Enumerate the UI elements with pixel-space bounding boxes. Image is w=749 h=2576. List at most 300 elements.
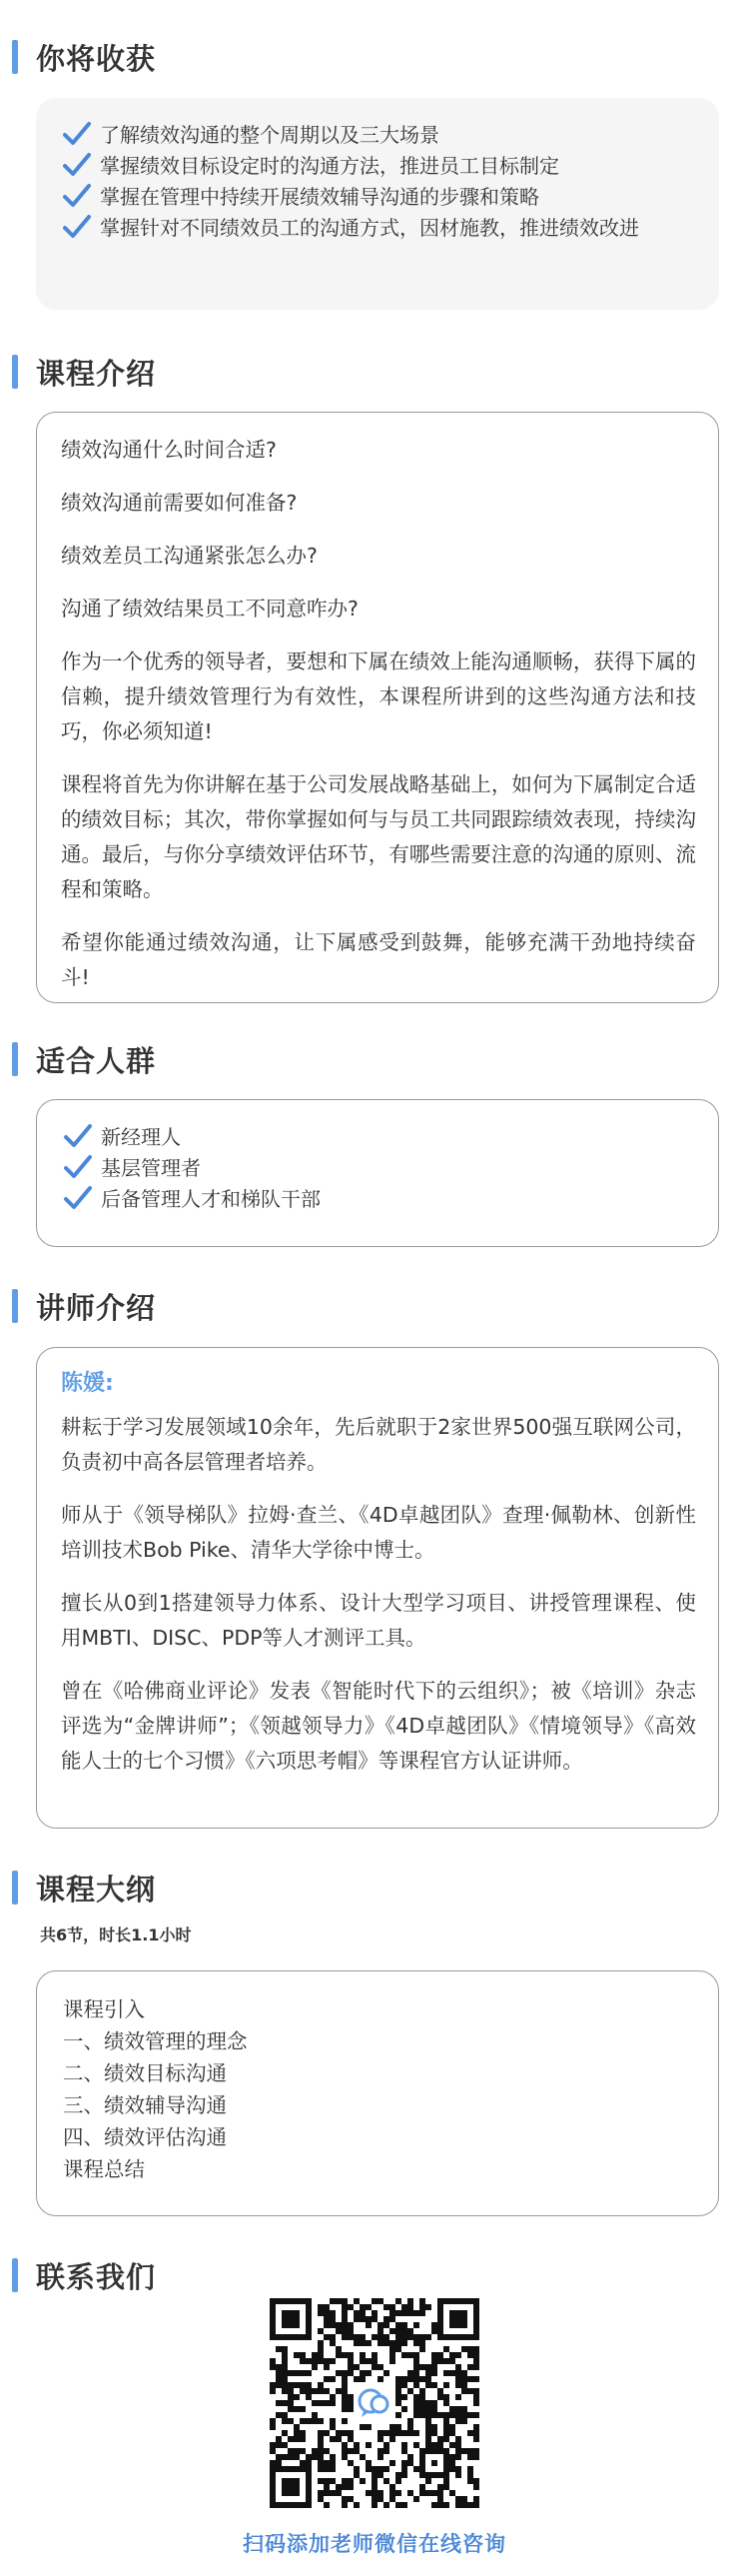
qr-module	[419, 2400, 425, 2406]
qr-module	[324, 2364, 330, 2370]
audience-list	[63, 1122, 694, 1215]
qr-module	[413, 2442, 419, 2448]
qr-module	[342, 2376, 348, 2382]
qr-module	[288, 2400, 294, 2406]
qr-module	[437, 2388, 443, 2394]
qr-module	[455, 2454, 461, 2460]
qr-module	[455, 2436, 461, 2442]
intro-card	[36, 412, 719, 1003]
qr-module	[324, 2400, 330, 2406]
qr-module	[395, 2340, 401, 2346]
outline-item: 课程总结	[63, 2157, 145, 2181]
qr-module	[324, 2502, 330, 2508]
qr-module	[276, 2400, 282, 2406]
qr-module	[419, 2412, 425, 2418]
qr-module	[342, 2400, 348, 2406]
qr-module	[437, 2412, 443, 2418]
qr-module	[467, 2412, 473, 2418]
qr-module	[276, 2454, 282, 2460]
qr-module	[413, 2406, 419, 2412]
teacher-paragraph: 师从于《领导梯队》拉姆·查兰、《4D卓越团队》查理·佩勒林、创新性培训技术Bob Pike、清华大学徐中博士。	[61, 1503, 696, 1562]
qr-module	[389, 2424, 395, 2430]
qr-module	[395, 2298, 401, 2304]
qr-module	[461, 2496, 467, 2502]
qr-module	[336, 2430, 342, 2436]
qr-module	[407, 2310, 413, 2316]
qr-module	[383, 2502, 389, 2508]
qr-module	[366, 2490, 372, 2496]
list-item	[62, 213, 695, 244]
list-item	[62, 151, 695, 182]
section-header-gain	[12, 40, 156, 74]
qr-module	[431, 2364, 437, 2370]
qr-module	[342, 2484, 348, 2490]
qr-module	[324, 2430, 330, 2436]
qr-module	[330, 2478, 336, 2484]
qr-module	[413, 2340, 419, 2346]
qr-module	[270, 2448, 276, 2454]
qr-module	[342, 2430, 348, 2436]
qr-module	[288, 2448, 294, 2454]
qr-module	[354, 2364, 360, 2370]
qr-module	[389, 2436, 395, 2442]
qr-module	[401, 2328, 407, 2334]
qr-module	[401, 2334, 407, 2340]
qr-module	[449, 2442, 455, 2448]
qr-module	[395, 2430, 401, 2436]
qr-module	[336, 2298, 342, 2304]
qr-module	[389, 2310, 395, 2316]
qr-module	[330, 2316, 336, 2322]
section-title-audience: 适合人群	[36, 1043, 157, 1078]
qr-module	[294, 2382, 300, 2388]
qr-module	[318, 2346, 324, 2352]
qr-module	[294, 2352, 300, 2358]
qr-module	[467, 2388, 473, 2394]
qr-module	[449, 2454, 455, 2460]
qr-module	[276, 2436, 282, 2442]
qr-module	[318, 2460, 324, 2466]
qr-module	[300, 2460, 306, 2466]
qr-module	[282, 2412, 288, 2418]
qr-module	[425, 2430, 431, 2436]
qr-module	[324, 2388, 330, 2394]
qr-module	[270, 2382, 276, 2388]
qr-module	[413, 2412, 419, 2418]
qr-module	[372, 2316, 377, 2322]
qr-module	[455, 2412, 461, 2418]
qr-module	[395, 2382, 401, 2388]
qr-module	[270, 2418, 276, 2424]
qr-module	[431, 2424, 437, 2430]
qr-module	[324, 2310, 330, 2316]
qr-module	[348, 2334, 354, 2340]
outline-card	[36, 1970, 719, 2216]
qr-module	[437, 2394, 443, 2400]
qr-module	[318, 2352, 324, 2358]
qr-module	[318, 2304, 324, 2310]
qr-module	[342, 2352, 348, 2358]
qr-module	[395, 2502, 401, 2508]
qr-module	[294, 2406, 300, 2412]
qr-module	[318, 2418, 324, 2424]
section-accent-bar	[12, 1042, 18, 1076]
qr-module	[443, 2382, 449, 2388]
qr-module	[401, 2382, 407, 2388]
qr-module	[342, 2310, 348, 2316]
qr-module	[276, 2346, 282, 2352]
qr-module	[354, 2502, 360, 2508]
qr-module	[413, 2400, 419, 2406]
qr-module	[395, 2310, 401, 2316]
section-accent-bar	[12, 355, 18, 389]
qr-module	[407, 2352, 413, 2358]
qr-module	[294, 2394, 300, 2400]
qr-module	[461, 2448, 467, 2454]
qr-module	[324, 2334, 330, 2340]
qr-module	[383, 2334, 389, 2340]
qr-caption: 扫码添加老师微信在线咨询	[243, 2532, 506, 2556]
qr-module	[443, 2436, 449, 2442]
qr-module	[270, 2358, 276, 2364]
qr-module	[288, 2406, 294, 2412]
qr-module	[282, 2418, 288, 2424]
qr-module	[372, 2298, 377, 2304]
qr-module	[288, 2370, 294, 2376]
qr-module	[330, 2424, 336, 2430]
qr-module	[366, 2370, 372, 2376]
section-header-outline	[12, 1871, 156, 1905]
qr-module	[455, 2418, 461, 2424]
qr-module	[455, 2370, 461, 2376]
qr-module	[336, 2484, 342, 2490]
check-icon	[63, 1122, 93, 1152]
qr-module	[419, 2484, 425, 2490]
qr-module	[455, 2496, 461, 2502]
qr-module	[348, 2484, 354, 2490]
qr-module	[389, 2346, 395, 2352]
qr-module	[467, 2376, 473, 2382]
qr-module	[455, 2466, 461, 2472]
qr-module	[455, 2382, 461, 2388]
teacher-name: 陈媛:	[61, 1371, 114, 1396]
qr-module	[395, 2328, 401, 2334]
qr-module	[330, 2394, 336, 2400]
qr-module	[318, 2478, 324, 2484]
qr-module	[461, 2406, 467, 2412]
qr-module	[312, 2358, 318, 2364]
qr-module	[419, 2388, 425, 2394]
qr-module	[330, 2454, 336, 2460]
qr-module	[348, 2430, 354, 2436]
qr-module	[276, 2382, 282, 2388]
qr-code-icon[interactable]	[270, 2298, 479, 2508]
check-icon	[62, 182, 92, 212]
qr-module	[360, 2316, 366, 2322]
qr-module	[377, 2340, 383, 2346]
qr-module	[306, 2460, 312, 2466]
qr-module	[300, 2358, 306, 2364]
qr-module	[395, 2412, 401, 2418]
qr-module	[449, 2430, 455, 2436]
qr-module	[342, 2496, 348, 2502]
qr-module	[473, 2394, 479, 2400]
qr-module	[461, 2502, 467, 2508]
qr-module	[425, 2412, 431, 2418]
qr-module	[348, 2460, 354, 2466]
qr-module	[348, 2364, 354, 2370]
qr-module	[395, 2394, 401, 2400]
qr-module	[401, 2502, 407, 2508]
qr-module	[348, 2370, 354, 2376]
qr-module	[348, 2352, 354, 2358]
qr-module	[354, 2472, 360, 2478]
qr-module	[467, 2478, 473, 2484]
qr-module	[324, 2322, 330, 2328]
qr-module	[318, 2382, 324, 2388]
qr-module	[413, 2364, 419, 2370]
intro-paragraph: 绩效沟通什么时间合适?	[61, 438, 277, 462]
qr-module	[473, 2376, 479, 2382]
qr-module	[425, 2400, 431, 2406]
gain-item-text: 掌握在管理中持续开展绩效辅导沟通的步骤和策略	[100, 185, 539, 209]
qr-module	[443, 2502, 449, 2508]
qr-module	[342, 2406, 348, 2412]
qr-module	[330, 2358, 336, 2364]
qr-module	[455, 2442, 461, 2448]
qr-module	[348, 2358, 354, 2364]
qr-module	[395, 2346, 401, 2352]
qr-module	[377, 2490, 383, 2496]
qr-module	[348, 2406, 354, 2412]
qr-module	[276, 2460, 282, 2466]
qr-module	[318, 2442, 324, 2448]
qr-module	[330, 2418, 336, 2424]
qr-module	[282, 2376, 288, 2382]
qr-module	[425, 2382, 431, 2388]
qr-module	[330, 2298, 336, 2304]
qr-module	[389, 2358, 395, 2364]
qr-module	[431, 2430, 437, 2436]
qr-module	[413, 2466, 419, 2472]
qr-module	[473, 2478, 479, 2484]
qr-module	[461, 2376, 467, 2382]
qr-module	[407, 2376, 413, 2382]
qr-module	[360, 2334, 366, 2340]
qr-module	[372, 2358, 377, 2364]
qr-module	[401, 2460, 407, 2466]
qr-module	[348, 2394, 354, 2400]
qr-module	[366, 2460, 372, 2466]
qr-module	[342, 2454, 348, 2460]
qr-module	[288, 2388, 294, 2394]
qr-module	[443, 2412, 449, 2418]
qr-module	[467, 2364, 473, 2370]
qr-module	[473, 2364, 479, 2370]
qr-module	[270, 2388, 276, 2394]
qr-module	[366, 2358, 372, 2364]
qr-module	[294, 2436, 300, 2442]
qr-module	[372, 2472, 377, 2478]
qr-module	[389, 2316, 395, 2322]
qr-module	[318, 2466, 324, 2472]
qr-module	[413, 2334, 419, 2340]
qr-module	[342, 2328, 348, 2334]
qr-module	[467, 2472, 473, 2478]
outline-meta: 共6节，时长1.1小时	[40, 1926, 192, 1944]
qr-module	[360, 2376, 366, 2382]
qr-module	[413, 2496, 419, 2502]
qr-module	[437, 2358, 443, 2364]
qr-module	[455, 2406, 461, 2412]
qr-module	[431, 2370, 437, 2376]
qr-module	[449, 2370, 455, 2376]
qr-module	[467, 2430, 473, 2436]
qr-module	[330, 2490, 336, 2496]
qr-module	[312, 2352, 318, 2358]
qr-module	[383, 2316, 389, 2322]
qr-module	[473, 2352, 479, 2358]
qr-module	[288, 2436, 294, 2442]
qr-module	[413, 2370, 419, 2376]
outline-item: 四、绩效评估沟通	[63, 2125, 227, 2149]
qr-module	[300, 2448, 306, 2454]
qr-module	[294, 2424, 300, 2430]
list-item	[63, 1122, 694, 1153]
qr-module	[401, 2442, 407, 2448]
section-header-contact	[12, 2258, 156, 2292]
qr-module	[377, 2298, 383, 2304]
qr-module	[354, 2466, 360, 2472]
qr-module	[461, 2370, 467, 2376]
qr-module	[437, 2490, 443, 2496]
qr-module	[425, 2490, 431, 2496]
qr-module	[425, 2364, 431, 2370]
qr-module	[383, 2478, 389, 2484]
qr-module	[336, 2328, 342, 2334]
qr-module	[407, 2490, 413, 2496]
qr-module	[348, 2328, 354, 2334]
qr-module	[372, 2310, 377, 2316]
qr-module	[270, 2364, 276, 2370]
qr-module	[330, 2322, 336, 2328]
qr-module	[342, 2322, 348, 2328]
qr-module	[282, 2358, 288, 2364]
qr-module	[282, 2430, 288, 2436]
qr-module	[312, 2388, 318, 2394]
gain-item-text: 掌握绩效目标设定时的沟通方法，推进员工目标制定	[100, 154, 559, 178]
qr-module	[389, 2328, 395, 2334]
qr-module	[377, 2334, 383, 2340]
qr-module	[312, 2400, 318, 2406]
qr-module	[360, 2352, 366, 2358]
qr-module	[342, 2334, 348, 2340]
qr-module	[282, 2400, 288, 2406]
qr-module	[360, 2310, 366, 2316]
qr-module	[455, 2376, 461, 2382]
qr-module	[407, 2454, 413, 2460]
qr-module	[419, 2304, 425, 2310]
qr-module	[467, 2466, 473, 2472]
qr-module	[330, 2334, 336, 2340]
qr-module	[431, 2322, 437, 2328]
qr-module	[348, 2304, 354, 2310]
qr-module	[306, 2394, 312, 2400]
intro-paragraph: 绩效差员工沟通紧张怎么办?	[61, 544, 318, 568]
qr-module	[443, 2478, 449, 2484]
qr-module	[372, 2496, 377, 2502]
qr-module	[360, 2370, 366, 2376]
qr-module	[455, 2352, 461, 2358]
qr-module	[419, 2394, 425, 2400]
qr-module	[282, 2382, 288, 2388]
qr-module	[288, 2382, 294, 2388]
qr-module	[437, 2496, 443, 2502]
qr-module	[401, 2322, 407, 2328]
qr-module	[473, 2484, 479, 2490]
qr-module	[401, 2352, 407, 2358]
qr-module	[330, 2460, 336, 2466]
qr-module	[449, 2466, 455, 2472]
qr-module	[354, 2340, 360, 2346]
qr-module	[366, 2304, 372, 2310]
outline-item: 一、绩效管理的理念	[63, 2029, 248, 2053]
qr-module	[449, 2352, 455, 2358]
qr-module	[419, 2376, 425, 2382]
qr-module	[389, 2460, 395, 2466]
qr-module	[401, 2376, 407, 2382]
qr-module	[425, 2436, 431, 2442]
qr-module	[455, 2448, 461, 2454]
qr-module	[354, 2448, 360, 2454]
qr-module	[270, 2460, 276, 2466]
qr-module	[401, 2406, 407, 2412]
section-accent-bar	[12, 1871, 18, 1905]
qr-module	[348, 2478, 354, 2484]
qr-module	[389, 2352, 395, 2358]
qr-module	[372, 2502, 377, 2508]
section-title-gain: 你将收获	[36, 41, 157, 76]
qr-module	[377, 2466, 383, 2472]
gain-card	[36, 98, 719, 310]
qr-module	[324, 2316, 330, 2322]
qr-module	[383, 2430, 389, 2436]
qr-module	[449, 2358, 455, 2364]
qr-module	[407, 2328, 413, 2334]
qr-module	[401, 2472, 407, 2478]
qr-module	[395, 2472, 401, 2478]
qr-module	[372, 2490, 377, 2496]
qr-module	[431, 2406, 437, 2412]
check-icon	[62, 213, 92, 243]
qr-module	[372, 2466, 377, 2472]
qr-module	[383, 2304, 389, 2310]
qr-module	[377, 2322, 383, 2328]
qr-module	[473, 2346, 479, 2352]
qr-module	[467, 2454, 473, 2460]
qr-module	[401, 2340, 407, 2346]
qr-module	[300, 2436, 306, 2442]
check-icon	[63, 1153, 93, 1183]
qr-module	[348, 2448, 354, 2454]
qr-module	[443, 2484, 449, 2490]
qr-module	[401, 2466, 407, 2472]
qr-module	[449, 2460, 455, 2466]
qr-module	[443, 2394, 449, 2400]
list-item	[63, 1184, 694, 1215]
qr-module	[324, 2478, 330, 2484]
qr-module	[425, 2424, 431, 2430]
